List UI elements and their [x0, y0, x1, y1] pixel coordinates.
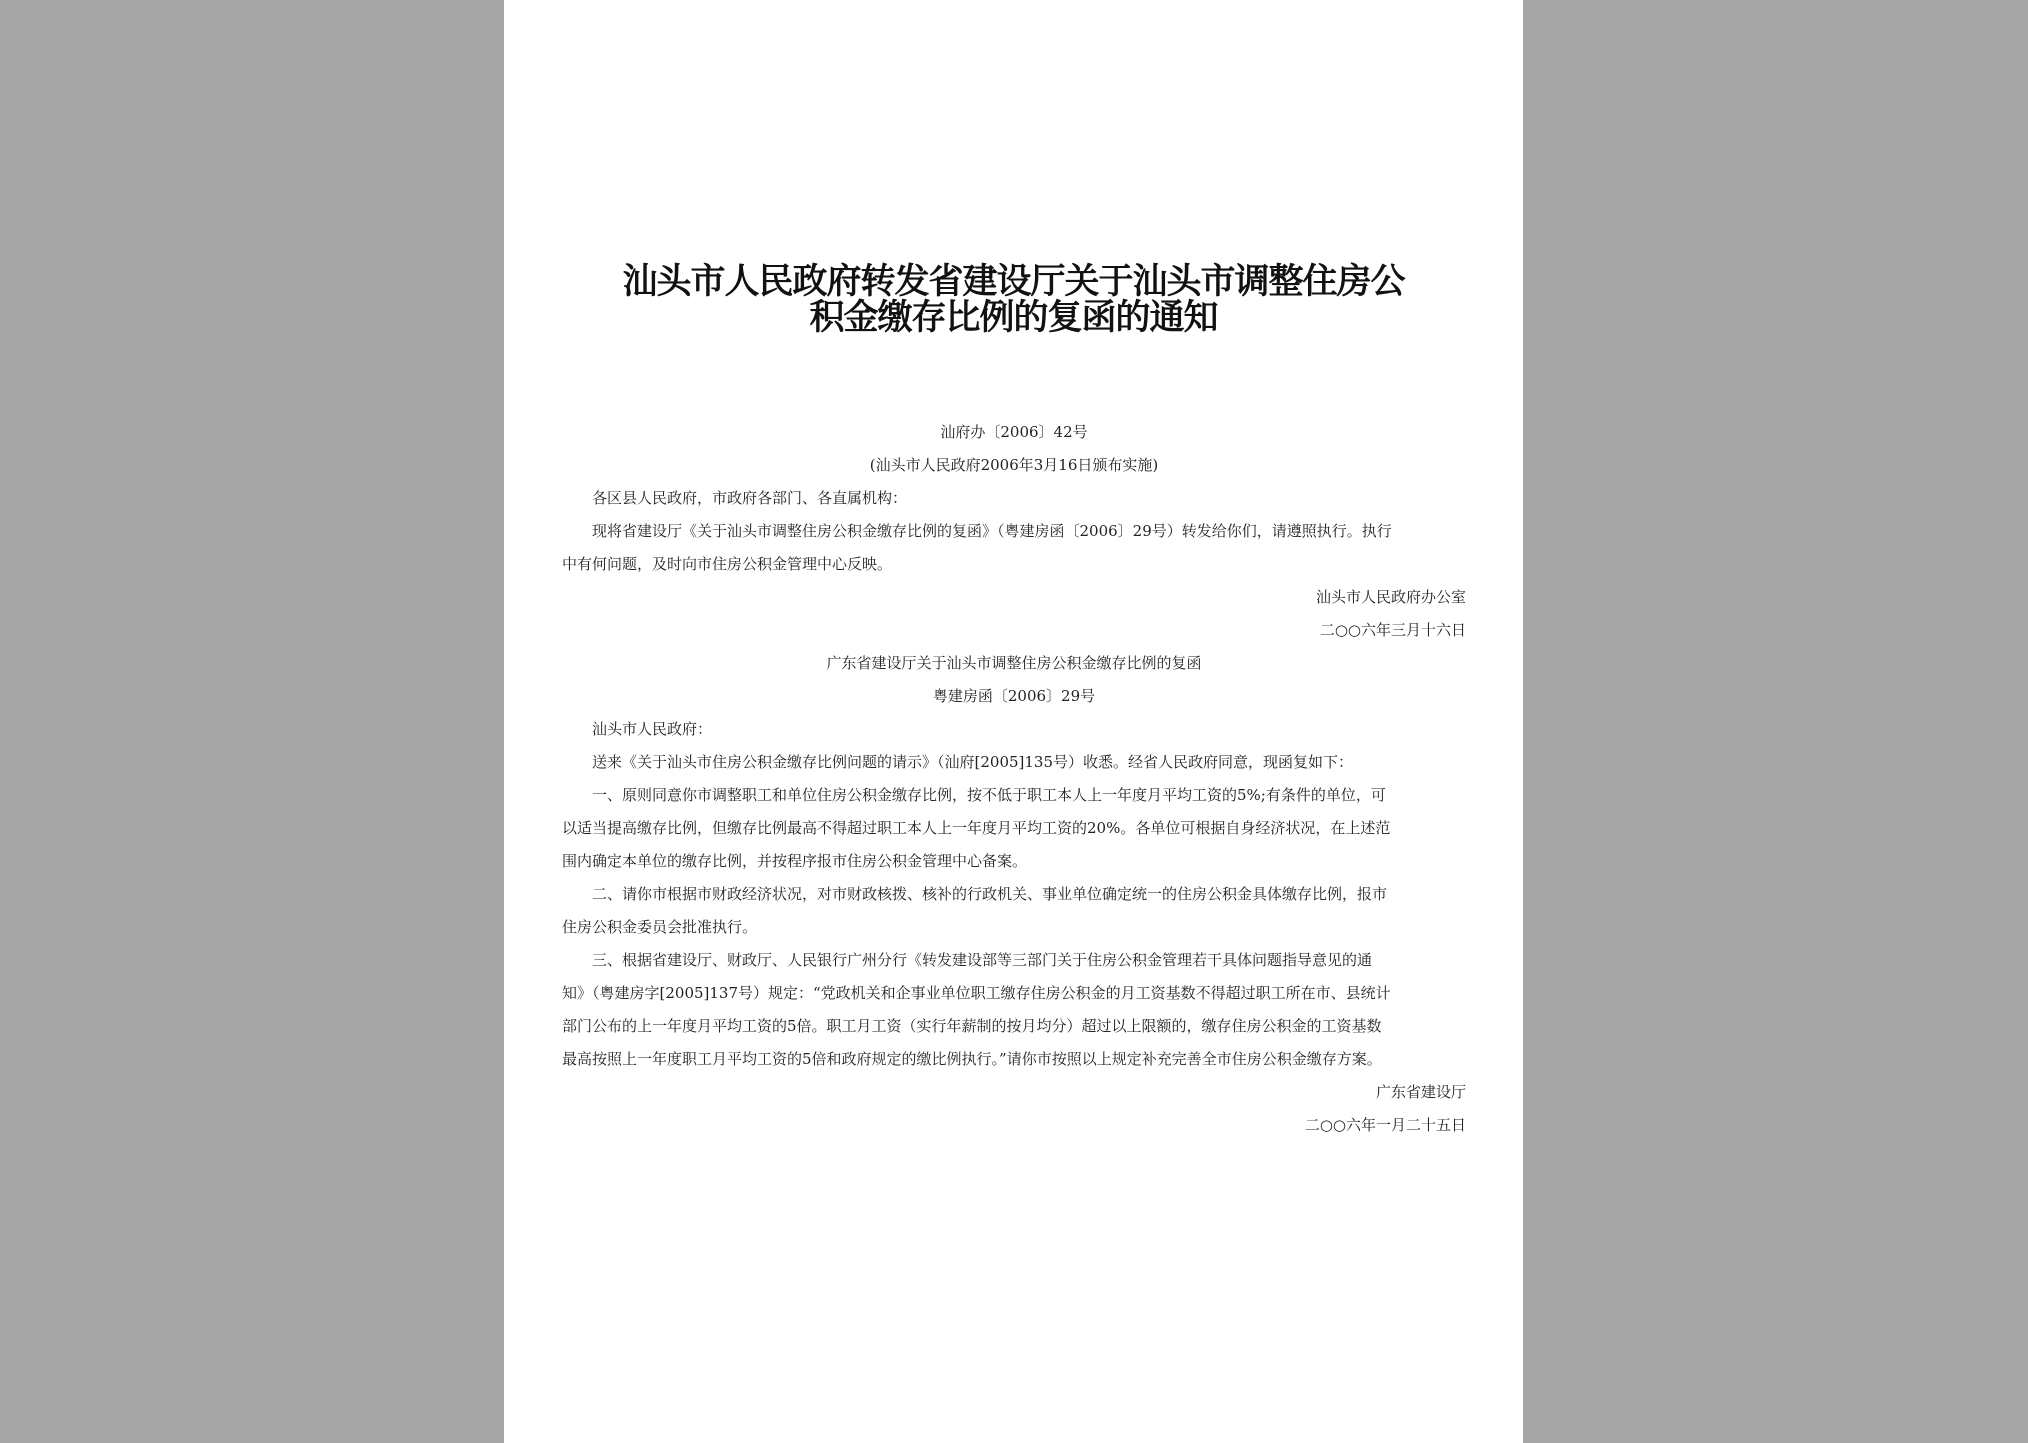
reply-title: 广东省建设厅关于汕头市调整住房公积金缴存比例的复函 [826, 654, 1202, 672]
reply-number: 粤建房函〔2006〕29号 [932, 687, 1096, 705]
reply-addressee: 汕头市人民政府： [592, 720, 713, 738]
signing-date: 二○○六年三月十六日 [1319, 621, 1466, 639]
document-title-line-2: 积金缴存比例的复函的通知 [809, 297, 1218, 338]
issue-note: (汕头市人民政府2006年3月16日颁布实施) [869, 456, 1159, 474]
reply-intro: 送来《关于汕头市住房公积金缴存比例问题的请示》（汕府[2005]135号）收悉。经省人民政府同意，现函复如下： [592, 753, 1354, 771]
item-3-line: 三、根据省建设厅、财政厅、人民银行广州分行《转发建设部等三部门关于住房公积金管理若干具体问题指导意见的通 [592, 951, 1373, 969]
item-1-line: 以适当提高缴存比例，但缴存比例最高不得超过职工本人上一年度月平均工资的20%。各单位可根据自身经济状况，在上述范 [562, 819, 1391, 837]
addressee: 各区县人民政府，市政府各部门、各直属机构： [592, 489, 908, 507]
reply-signing-organization: 广东省建设厅 [1375, 1083, 1466, 1101]
signing-organization: 汕头市人民政府办公室 [1315, 588, 1466, 606]
reply-signing-date: 二○○六年一月二十五日 [1304, 1116, 1466, 1134]
document-page [504, 0, 1523, 1443]
document-number: 汕府办〔2006〕42号 [940, 423, 1088, 441]
body-paragraph-line: 现将省建设厅《关于汕头市调整住房公积金缴存比例的复函》（粤建房函〔2006〕29号）转发给你们，请遵照执行。执行 [592, 522, 1392, 540]
item-3-line: 最高按照上一年度职工月平均工资的5倍和政府规定的缴比例执行。”请你市按照以上规定补充完善全市住房公积金缴存方案。 [562, 1050, 1382, 1068]
item-3-line: 知》（粤建房字[2005]137号）规定：“党政机关和企事业单位职工缴存住房公积金的月工资基数不得超过职工所在市、县统计 [562, 984, 1391, 1002]
item-2-line: 二、请你市根据市财政经济状况，对市财政核拨、核补的行政机关、事业单位确定统一的住房公积金具体缴存比例，报市 [592, 885, 1388, 903]
body-paragraph-line: 中有何问题，及时向市住房公积金管理中心反映。 [562, 555, 893, 573]
item-1-line: 围内确定本单位的缴存比例，并按程序报市住房公积金管理中心备案。 [562, 852, 1028, 870]
item-3-line: 部门公布的上一年度月平均工资的5倍。职工月工资（实行年薪制的按月均分）超过以上限额的，缴存住房公积金的工资基数 [562, 1017, 1382, 1035]
document-title-line-1: 汕头市人民政府转发省建设厅关于汕头市调整住房公 [622, 261, 1405, 302]
item-2-line: 住房公积金委员会批准执行。 [562, 918, 758, 936]
item-1-line: 一、原则同意你市调整职工和单位住房公积金缴存比例，按不低于职工本人上一年度月平均工资的5%;有条件的单位，可 [592, 786, 1386, 804]
